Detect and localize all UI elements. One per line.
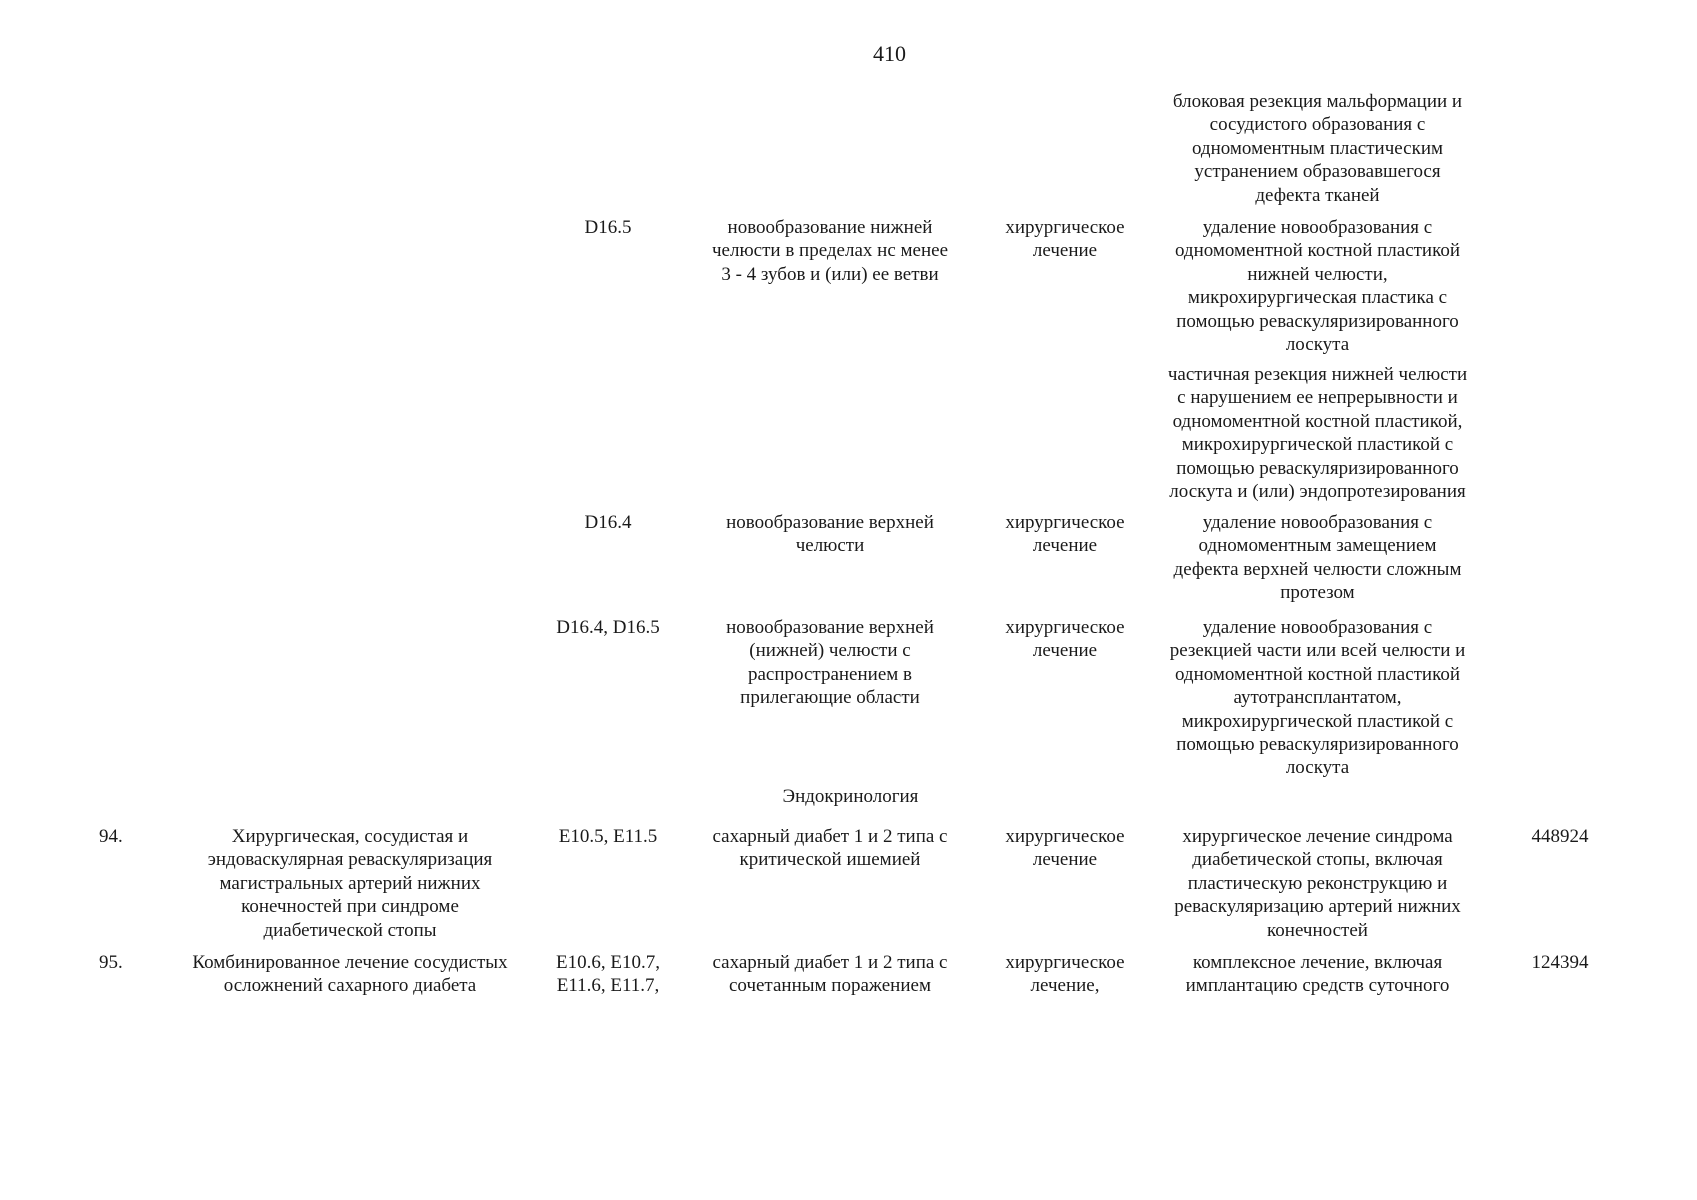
cost-value: 448924 <box>1531 826 1589 847</box>
treatment-method: комплексное лечение, включая имплантацию средств суточного <box>1185 952 1450 997</box>
page-number: 410 <box>873 41 906 66</box>
treatment-method: удаление новообразования с одномоментным замещением дефекта верхней челюсти сложным протезом <box>1173 512 1462 604</box>
treatment-method: удаление новообразования с резекцией части или всей челюсти и одномоментной костной пластикой аутотрансплантатом, микрохирургической пластикой с помощью реваскуляризированного лоскута <box>1169 617 1466 779</box>
diagnosis: сахарный диабет 1 и 2 типа с сочетанным поражением <box>712 952 948 997</box>
diagnosis: новообразование нижней челюсти в пределах нс менее 3 - 4 зубов и (или) ее ветви <box>712 217 948 285</box>
diagnosis: сахарный диабет 1 и 2 типа с критической ишемией <box>712 826 948 871</box>
treatment-method: хирургическое лечение синдрома диабетической стопы, включая пластическую реконструкцию и реваскуляризацию артерий нижних конечностей <box>1174 826 1461 941</box>
icd-code: E10.5, E11.5 <box>558 826 658 847</box>
icd-code: D16.4, D16.5 <box>556 617 660 638</box>
section-title: Эндокринология <box>782 786 919 807</box>
treatment-type: хирургическое лечение <box>1005 617 1125 662</box>
treatment-method: блоковая резекция мальформации и сосудистого образования с одномоментным пластическим устранением образовавшегося дефекта тканей <box>1172 91 1463 206</box>
treatment-type: хирургическое лечение, <box>1005 952 1125 997</box>
icd-code: D16.4 <box>584 512 632 533</box>
treatment-name: Хирургическая, сосудистая и эндоваскулярная реваскуляризация магистральных артерий нижних конечностей при синдроме диабетической стопы <box>207 826 493 941</box>
cost-value: 124394 <box>1531 952 1589 973</box>
treatment-name: Комбинированное лечение сосудистых осложнений сахарного диабета <box>192 952 508 997</box>
icd-code: E10.6, E10.7, E11.6, E11.7, <box>556 952 660 997</box>
treatment-type: хирургическое лечение <box>1005 512 1125 557</box>
diagnosis: новообразование верхней челюсти <box>726 512 934 557</box>
treatment-method: частичная резекция нижней челюсти с нарушением ее непрерывности и одномоментной костной пластикой, микрохирургической пластикой с помощью реваскуляризированного лоскута и (или) эндопротезирования <box>1167 364 1468 503</box>
treatment-type: хирургическое лечение <box>1005 217 1125 262</box>
diagnosis: новообразование верхней (нижней) челюсти с распространением в прилегающие области <box>726 617 934 709</box>
entry-number: 95. <box>99 952 123 973</box>
treatment-type: хирургическое лечение <box>1005 826 1125 871</box>
treatment-method: удаление новообразования с одномоментной костной пластикой нижней челюсти, микрохирургическая пластика с помощью реваскуляризированного лоскута <box>1174 217 1461 356</box>
icd-code: D16.5 <box>584 217 632 238</box>
entry-number: 94. <box>99 826 123 847</box>
